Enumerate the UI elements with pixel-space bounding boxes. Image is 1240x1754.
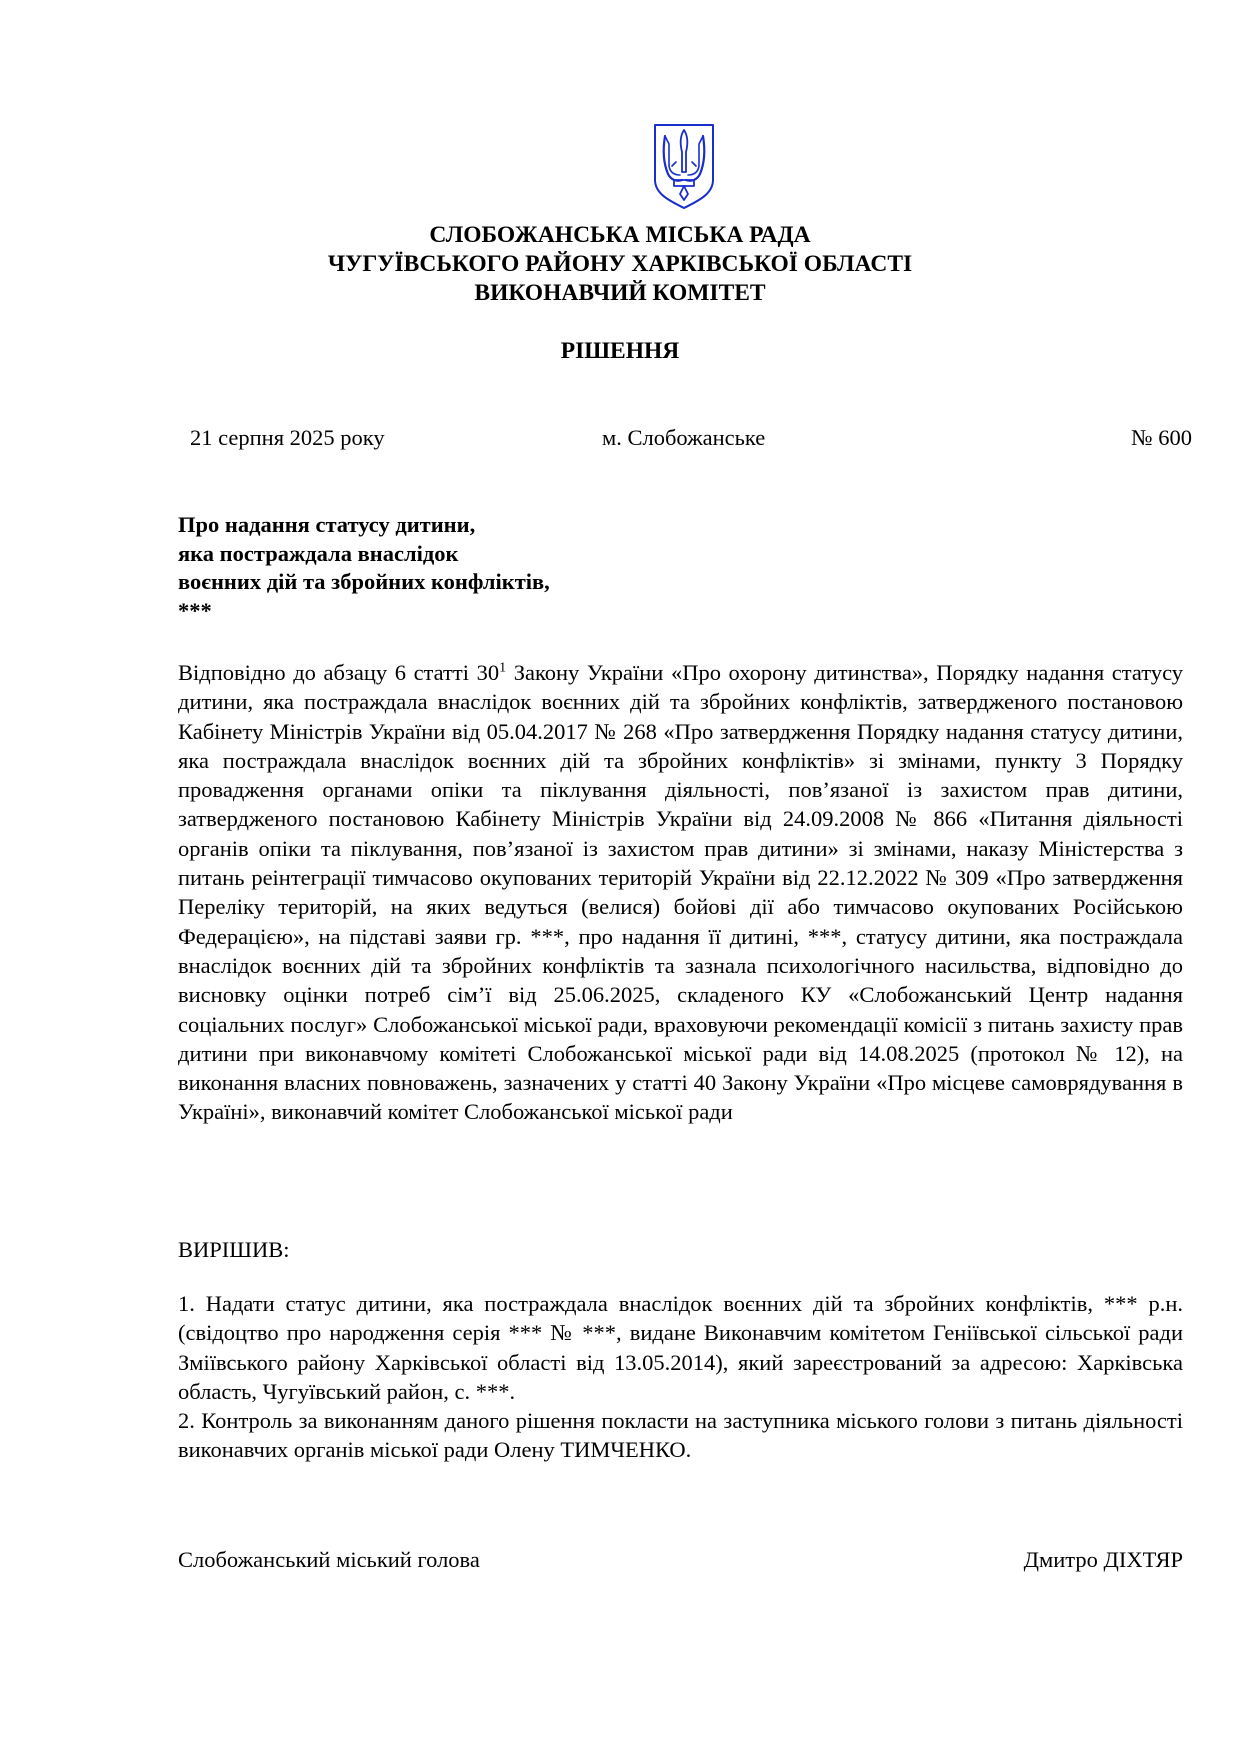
signatory-position: Слобожанський міський голова [178, 1547, 480, 1572]
document-number: № 600 [1131, 425, 1192, 450]
tryzub-coat-of-arms-icon [652, 122, 716, 210]
subject-line: Про надання статусу дитини, [178, 512, 476, 537]
decision-item: 1. Надати статус дитини, яка постраждала внаслідок воєнних дій та збройних конфліктів, *** р.н. (свідоцтво про народження серія *** № ***, видане Виконавчим комітетом Геніївської сільської ради Зміївського району Харківської області від 13.05.2014), який зареєстрований за адресою: Харківська область, Чугуївський район, с. ***. [178, 1291, 1183, 1404]
organization-district: ЧУГУЇВСЬКОГО РАЙОНУ ХАРКІВСЬКОЇ ОБЛАСТІ [327, 251, 913, 277]
article-superscript: 1 [499, 660, 507, 676]
document-place: м. Слобожанське [602, 425, 766, 450]
preamble-paragraph [178, 658, 1183, 1127]
decision-items [178, 1289, 1183, 1465]
subject-line: воєнних дій та збройних конфліктів, [178, 569, 550, 594]
document-date: 21 серпня 2025 року [190, 425, 385, 450]
decision-item: 2. Контроль за виконанням даного рішення покласти на заступника міського голови з питань діяльності виконавчих органів міської ради Олену ТИМЧЕНКО. [178, 1408, 1183, 1463]
document-type: РІШЕННЯ [560, 338, 680, 364]
signatory-name: Дмитро ДІХТЯР [1023, 1547, 1183, 1572]
preamble-text-start: Відповідно до абзацу 6 статті 30 [178, 660, 500, 685]
organization-body: ВИКОНАВЧИЙ КОМІТЕТ [474, 280, 766, 306]
organization-name: СЛОБОЖАНСЬКА МІСЬКА РАДА [429, 222, 811, 248]
document-subject [178, 511, 550, 625]
subject-line: *** [178, 597, 212, 623]
decided-heading: ВИРІШИВ: [178, 1237, 290, 1262]
preamble-text-rest: Закону України «Про охорону дитинства», Порядку надання статусу дитини, яка постраждала внаслідок воєнних дій та збройних конфліктів, затвердженого постановою Кабінету Міністрів України від 05.04.2017 № 268 «Про затвердження Порядку надання статусу дитини, яка постраждала внаслідок воєнних дій та збройних конфліктів» зі змінами, пункту 3 Порядку провадження органами опіки та піклування діяльності, пов’язаної із захистом прав дитини, затвердженого постановою Кабінету Міністрів України від 24.09.2008 № 866 «Питання діяльності органів опіки та піклування, пов’язаної із захистом прав дитини» зі змінами, наказу Міністерства з питань реінтеграції тимчасово окупованих територій України від 22.12.2022 № 309 «Про затвердження Переліку територій, на яких ведуться (велися) бойові дії або тимчасово окупованих Російською Федерацією», на підставі заяви гр. ***, про надання її дитині, ***, статусу дитини, яка постраждала внаслідок воєнних дій та збройних конфліктів та зазнала психологічного насильства, відповідно до висновку оцінки потреб сім’ї від 25.06.2025, складеного КУ «Слобожанський Центр надання соціальних послуг» Слобожанської міської ради, враховуючи рекомендації комісії з питань захисту прав дитини при виконавчому комітеті Слобожанської міської ради від 14.08.2025 (протокол № 12), на виконання власних повноважень, зазначених у статті 40 Закону України «Про місцеве самоврядування в Україні», виконавчий комітет Слобожанської міської ради [178, 660, 1184, 1125]
subject-line: яка постраждала внаслідок [178, 540, 459, 566]
